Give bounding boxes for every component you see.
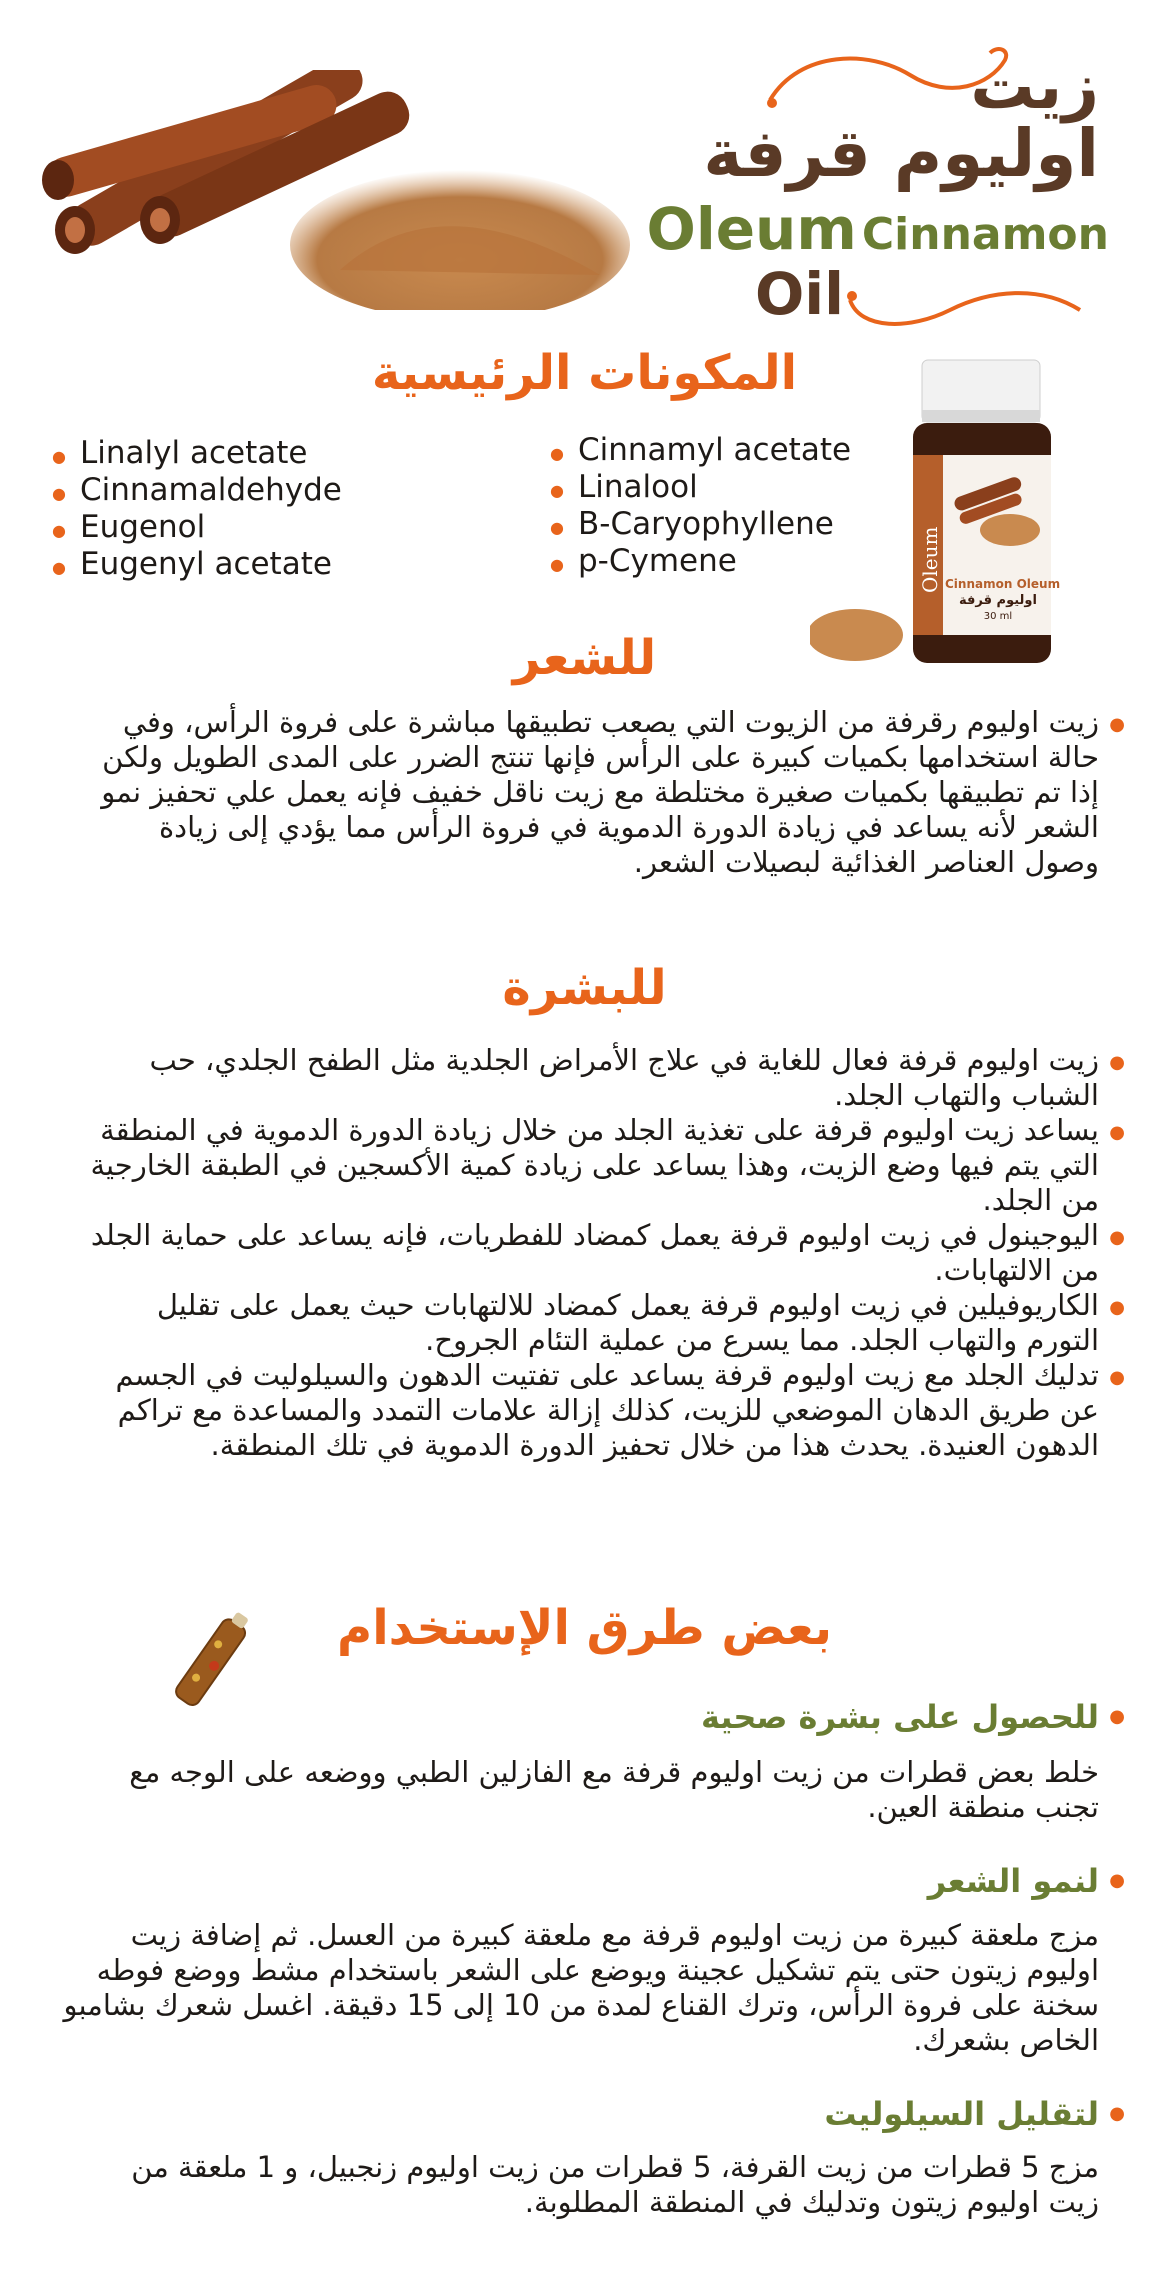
bottle-brand-label: Oleum bbox=[918, 526, 942, 594]
bullet-icon: ● bbox=[1109, 1052, 1125, 1073]
usage-method-text: خلط بعض قطرات من زيت اوليوم قرفة مع الفازلين الطبي ووضعه على الوجه مع تجنب منطقة العين. bbox=[129, 1755, 1099, 1824]
list-item: ● زيت اوليوم رقرفة من الزيوت التي يصعب تطبيقها مباشرة على فروة الرأس، وفي حالة استخدامها بكميات كبيرة على الرأس فإنها تنتج الضرر على المدى الطويل ولكن إذا تم تطبيقها بكميات صغيرة مختلطة مع زيت ناقل خفيف فإنه يعمل علي تحفيز نمو الشعر لأنه يساعد في زيادة الدورة الدموية في فروة الرأس مما يؤدي إلى زيادة وصول العناصر الغذائية لبصيلات الشعر. bbox=[101, 705, 1125, 879]
list-item: ● Cinnamyl acetate bbox=[550, 432, 851, 469]
list-item: ● Eugenyl acetate bbox=[52, 546, 342, 583]
list-item: ● B-Caryophyllene bbox=[550, 506, 851, 543]
bullet-icon: ● bbox=[1109, 1870, 1125, 1891]
usage-method-title: ● لنمو الشعر bbox=[927, 1862, 1125, 1900]
bottle-volume: 30 ml bbox=[983, 611, 1013, 622]
list-item: ● يساعد زيت اوليوم قرفة على تغذية الجلد من خلال زيادة الدورة الدموية في المنطقة التي يتم فيها وضع الزيت، وهذا يساعد على زيادة كمية الأكسجين في الطبقة الخارجية من الجلد. bbox=[90, 1113, 1125, 1217]
usage-heading: بعض طرق الإستخدام bbox=[337, 1600, 832, 1656]
list-item: ● الكاريوفيلين في زيت اوليوم قرفة يعمل كمضاد للالتهابات حيث يعمل على تقليل التورم والتهاب الجلد. مما يسرع من عملية التئام الجروح. bbox=[156, 1288, 1125, 1357]
list-item: ● Cinnamaldehyde bbox=[52, 472, 342, 509]
usage-method-text: مزج 5 قطرات من زيت القرفة، 5 قطرات من زيت اوليوم زنجبيل، و 1 ملعقة من زيت اوليوم زيتون وتدليك في المنطقة المطلوبة. bbox=[131, 2150, 1099, 2219]
bullet-icon: ● bbox=[1109, 1227, 1125, 1248]
usage-method-title: ● للحصول على بشرة صحية bbox=[700, 1698, 1125, 1736]
components-heading: المكونات الرئيسية bbox=[371, 345, 798, 401]
usage-method-text: مزج ملعقة كبيرة من زيت اوليوم قرفة مع ملعقة كبيرة من العسل. ثم إضافة زيت اوليوم زيتون حتى يتم تشكيل عجينة ويوضع على الشعر باستخدام مشط ووضع فوطه سخنة على فروة الرأس، وترك القناع لمدة من 10 إلى 15 دقيقة. اغسل شعرك بشامبو الخاص بشعرك. bbox=[63, 1918, 1099, 2057]
title-cinnamon: Cinnamon bbox=[861, 209, 1109, 260]
bottle-label-ar: اوليوم قرفة bbox=[959, 593, 1037, 608]
list-item: ● Linalyl acetate bbox=[52, 435, 342, 472]
title-arabic-line1: زيت bbox=[970, 50, 1099, 124]
bullet-icon: ● bbox=[1109, 1706, 1125, 1727]
bottle-label-en: Cinnamon Oleum bbox=[945, 577, 1061, 591]
hair-heading: للشعر bbox=[512, 630, 657, 686]
swirl-ornament-bottom bbox=[830, 270, 1090, 340]
hair-paragraph bbox=[89, 705, 1125, 880]
title-english-line1 bbox=[647, 195, 1109, 263]
list-item: ● p-Cymene bbox=[550, 543, 851, 580]
list-item: ● زيت اوليوم قرفة فعال للغاية في علاج الأمراض الجلدية مثل الطفح الجلدي، حب الشباب والتهاب الجلد. bbox=[149, 1043, 1125, 1112]
skin-heading: للبشرة bbox=[502, 960, 667, 1016]
components-left-list bbox=[52, 435, 342, 583]
bullet-icon: ● bbox=[1109, 1297, 1125, 1318]
bullet-icon: ● bbox=[1109, 714, 1125, 735]
bullet-icon: ● bbox=[1109, 1367, 1125, 1388]
bullet-icon: ● bbox=[1109, 1122, 1125, 1143]
list-item: ● اليوجينول في زيت اوليوم قرفة يعمل كمضاد للفطريات، فإنه يساعد على حماية الجلد من الالتهابات. bbox=[90, 1218, 1125, 1287]
product-bottle-image bbox=[810, 355, 1060, 670]
list-item: ● Eugenol bbox=[52, 509, 342, 546]
list-item: ● تدليك الجلد مع زيت اوليوم قرفة يساعد على تفتيت الدهون والسيلوليت في الجسم عن طريق الدهان الموضعي للزيت، كذلك إزالة علامات التمدد والمساعدة مع تراكم الدهون العنيدة. يحدث هذا من خلال تحفيز الدورة الدموية في تلك المنطقة. bbox=[115, 1358, 1125, 1462]
title-arabic-line2: اوليوم قرفة bbox=[703, 115, 1099, 192]
components-right-list bbox=[550, 432, 851, 580]
title-english-oil: Oil bbox=[755, 260, 845, 328]
skin-list bbox=[89, 1043, 1125, 1463]
title-oleum: Oleum bbox=[646, 195, 857, 263]
cinnamon-sticks-image bbox=[40, 70, 630, 310]
usage-method-title: ● لتقليل السيلوليت bbox=[824, 2095, 1125, 2133]
bullet-icon: ● bbox=[1109, 2103, 1125, 2124]
list-item: ● Linalool bbox=[550, 469, 851, 506]
